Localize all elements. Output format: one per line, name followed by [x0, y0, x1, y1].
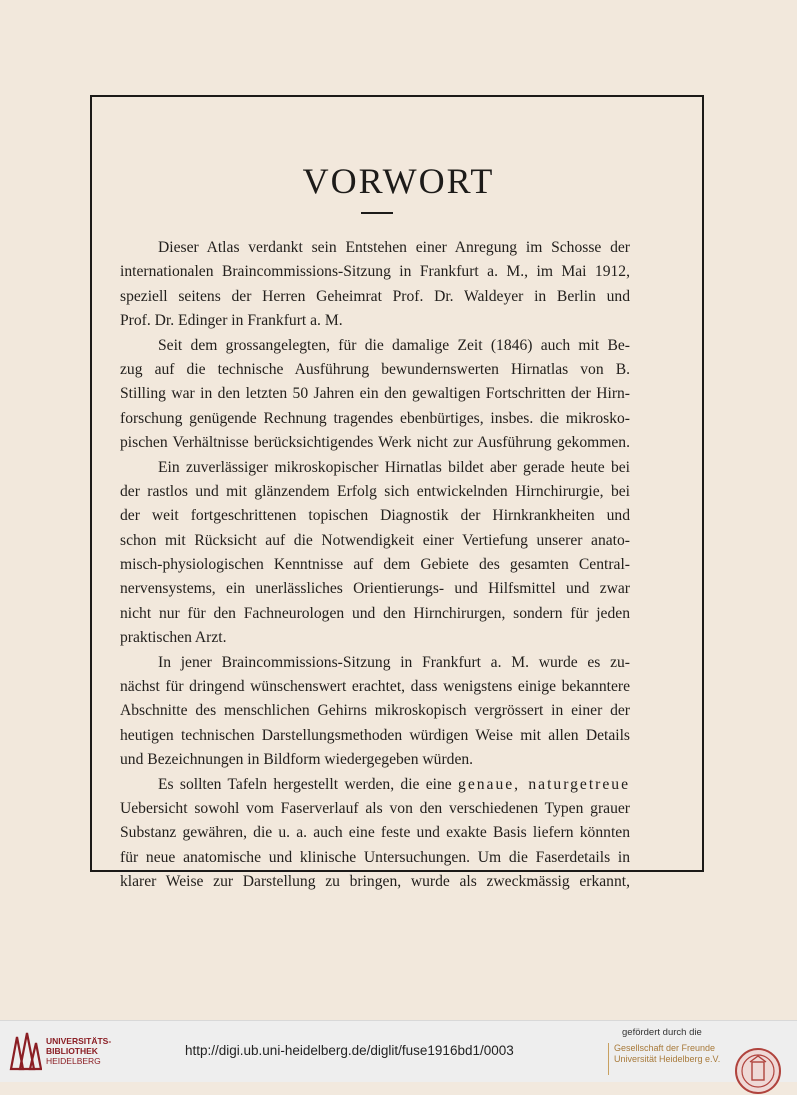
- text-line: Prof. Dr. Edinger in Frankfurt a. M.: [120, 312, 343, 330]
- text-line: Abschnitte des menschlichen Gehirns mikroskopisch vergrössert in einer der: [120, 702, 630, 720]
- text-line: Dieser Atlas verdankt sein Entstehen einer Anregung im Schosse der: [158, 239, 630, 256]
- text-line: nicht nur für den Fachneurologen und den Hirnchirurgen, sondern für jeden: [120, 604, 630, 622]
- text-line: zug auf die technische Ausführung bewundernswerten Hirnatlas von B.: [120, 360, 630, 378]
- text-line: klarer Weise zur Darstellung zu bringen, wurde als zweckmässig erkannt,: [120, 873, 630, 891]
- text-line: misch-physiologischen Kenntnisse auf dem Gebiete des gesamten Central-: [120, 556, 630, 574]
- sponsor-label: gefördert durch die: [622, 1027, 702, 1038]
- library-name-line3: HEIDELBERG: [46, 1056, 101, 1066]
- text-line: schon mit Rücksicht auf die Notwendigkeit einer Vertiefung unserer anato-: [120, 531, 630, 549]
- text-line: pischen Verhältnisse berücksichtigendes Werk nicht zur Ausführung gekommen.: [120, 434, 630, 452]
- text-line: und Bezeichnungen in Bildform wiedergegeben würden.: [120, 751, 474, 769]
- text-line: praktischen Arzt.: [120, 629, 227, 647]
- text-line: Es sollten Tafeln hergestellt werden, die eine genaue, naturgetreue: [158, 775, 630, 793]
- footer-bar: [0, 1020, 797, 1082]
- text-line: In jener Braincommissions-Sitzung in Frankfurt a. M. wurde es zu-: [158, 653, 630, 671]
- text-line: Substanz gewähren, die u. a. auch eine feste und exakte Basis liefern könnten: [120, 824, 630, 842]
- library-logo-icon[interactable]: [8, 1031, 42, 1071]
- university-seal-icon: [734, 1047, 782, 1095]
- text-line: der rastlos und mit glänzendem Erfolg sich entwickelnden Hirnchirurgie, bei: [120, 482, 630, 500]
- sponsor-line1: Gesellschaft der Freunde: [614, 1043, 716, 1053]
- title-rule: [361, 212, 393, 214]
- sponsor-line2: Universität Heidelberg e.V.: [614, 1054, 721, 1064]
- page-title: VORWORT: [302, 161, 495, 201]
- sponsor-name[interactable]: [614, 1043, 720, 1065]
- text-line: der weit fortgeschrittenen topischen Diagnostik der Hirnkrankheiten und: [120, 507, 630, 525]
- text-line: nervensystems, ein unerlässliches Orientierungs- und Hilfsmittel und zwar: [120, 580, 630, 598]
- library-name-line1: UNIVERSITÄTS-: [46, 1036, 112, 1046]
- text-line: Ein zuverlässiger mikroskopischer Hirnatlas bildet aber gerade heute bei: [158, 458, 630, 476]
- text-line: speziell seitens der Herren Geheimrat Prof. Dr. Waldeyer in Berlin und: [120, 287, 630, 305]
- preface-text: [120, 236, 630, 895]
- sponsor-divider: [608, 1043, 609, 1075]
- text-line: Uebersicht sowohl vom Faserverlauf als von den verschiedenen Typen grauer: [120, 799, 630, 817]
- library-name-line2: BIBLIOTHEK: [46, 1046, 98, 1056]
- document-url-link[interactable]: http://digi.ub.uni-heidelberg.de/diglit/fuse1916bd1/0003: [185, 1043, 514, 1058]
- text-line: Stilling war in den letzten 50 Jahren ein den gewaltigen Fortschritten der Hirn-: [120, 385, 630, 403]
- emphasized-text: genaue, naturgetreue: [458, 775, 630, 793]
- text-line: forschung genügende Rechnung tragendes ebenbürtiges, insbes. die mikrosko-: [120, 409, 630, 427]
- text-line: Seit dem grossangelegten, für die damalige Zeit (1846) auch mit Be-: [158, 336, 630, 354]
- text-line: für neue anatomische und klinische Untersuchungen. Um die Faserdetails in: [120, 848, 630, 866]
- library-name: [46, 1036, 111, 1066]
- text-line: heutigen technischen Darstellungsmethoden würdigen Weise mit allen Details: [120, 726, 630, 744]
- text-line: internationalen Braincommissions-Sitzung in Frankfurt a. M., im Mai 1912,: [120, 263, 630, 281]
- text-line: nächst für dringend wünschenswert erachtet, dass wenigstens einige bekanntere: [120, 678, 630, 696]
